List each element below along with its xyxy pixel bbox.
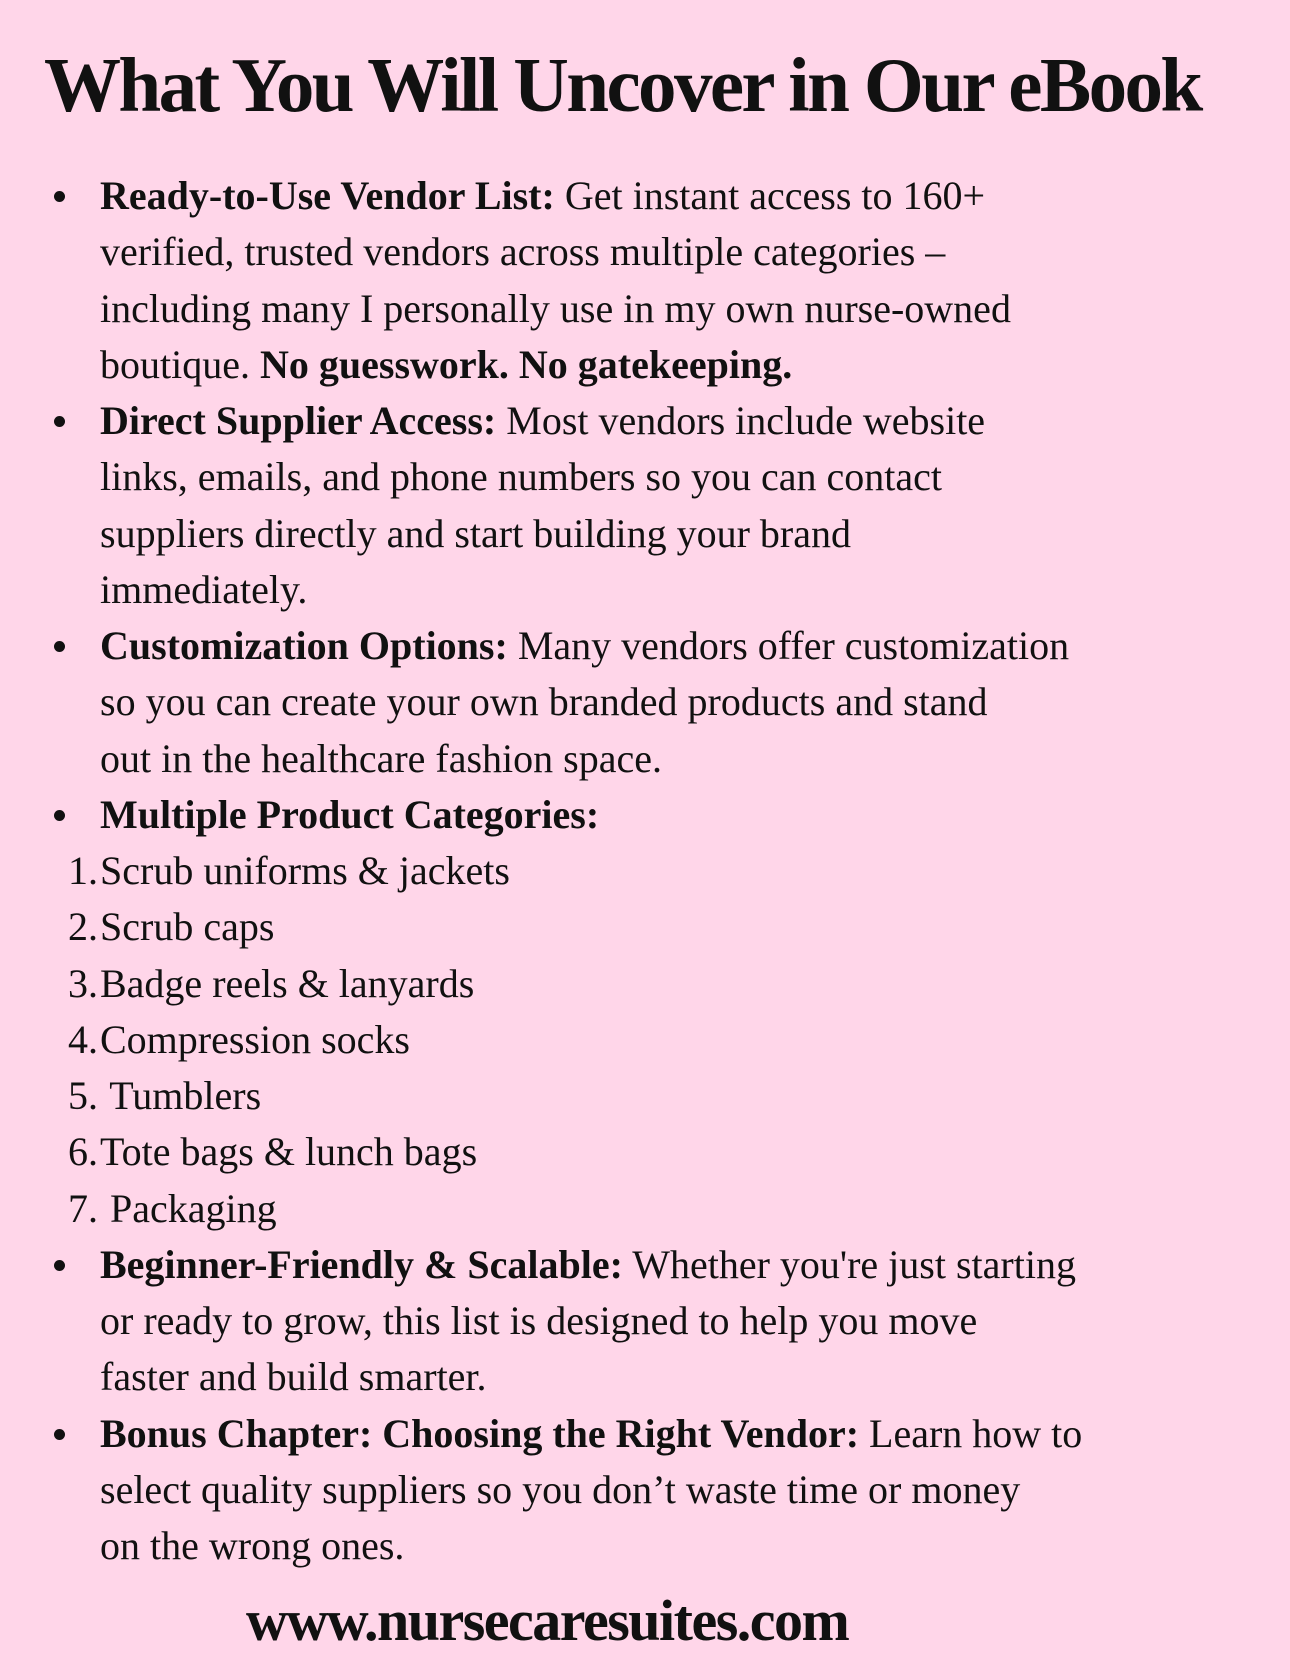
text-line (0, 224, 1290, 280)
body-text: or ready to grow, this list is designed to help you move (100, 1298, 978, 1343)
text-line (0, 1518, 1290, 1574)
item-number: 1. (68, 848, 98, 893)
line-text (100, 899, 274, 955)
line-text (100, 1237, 1076, 1293)
line-text (100, 1068, 261, 1124)
bold-text: Ready-to-Use Vendor List: (100, 173, 555, 218)
line-text (100, 393, 985, 449)
numbered-item (0, 1124, 1290, 1180)
body-text: Packaging (100, 1185, 277, 1231)
body-text: Scrub uniforms & jackets (100, 848, 510, 893)
numbered-item (0, 899, 1290, 955)
body-text: Tumblers (100, 1073, 262, 1118)
line-text (100, 224, 945, 280)
bullet-icon (54, 1429, 65, 1440)
line-text (100, 449, 942, 505)
bold-text: Direct Supplier Access: (100, 398, 497, 443)
body-text: boutique. (100, 341, 260, 387)
body-text: faster and build smarter. (100, 1354, 487, 1400)
bullet-item (0, 787, 1290, 843)
text-line (0, 562, 1290, 618)
line-text (100, 674, 988, 730)
text-line (0, 1462, 1290, 1518)
line-text (100, 843, 510, 899)
line-text (100, 1406, 1082, 1462)
numbered-item (0, 843, 1290, 899)
line-text (100, 731, 662, 787)
body-text: Learn how to (859, 1410, 1083, 1456)
bullet-item (0, 1237, 1290, 1293)
item-number: 4. (68, 1016, 98, 1062)
body-text: Badge reels & lanyards (100, 960, 475, 1006)
numbered-item (0, 956, 1290, 1012)
numbered-item (0, 1068, 1290, 1124)
body-text: links, emails, and phone numbers so you can contact (100, 454, 943, 500)
body-text: Whether you're just starting (622, 1241, 1076, 1287)
bullet-icon (54, 416, 65, 427)
feature-list (0, 168, 1290, 1574)
bullet-icon (54, 641, 65, 652)
line-text (100, 168, 985, 224)
line-text (100, 506, 851, 562)
body-text: Many vendors offer customization (507, 623, 1070, 668)
body-text: including many I personally use in my own nurse-owned (100, 285, 1011, 331)
body-text: out in the healthcare fashion space. (100, 735, 662, 781)
body-text: suppliers directly and start building your brand (100, 510, 851, 556)
line-text (100, 1349, 487, 1405)
line-text (100, 1012, 410, 1068)
bullet-item (0, 1406, 1290, 1462)
bold-text: Multiple Product Categories: (100, 791, 600, 837)
text-line (0, 449, 1290, 505)
item-number: 5. (68, 1073, 98, 1118)
bold-text: Beginner-Friendly & Scalable: (100, 1241, 623, 1287)
bullet-item (0, 393, 1290, 449)
line-text (100, 1181, 277, 1237)
website-link[interactable]: www.nursecaresuites.com (246, 1588, 849, 1653)
body-text: verified, trusted vendors across multiple categories – (100, 229, 946, 275)
text-line (0, 281, 1290, 337)
numbered-item (0, 1181, 1290, 1237)
body-text: Scrub caps (100, 904, 275, 950)
item-number: 7. (68, 1185, 98, 1231)
text-line (0, 674, 1290, 730)
body-text: immediately. (100, 566, 308, 612)
bullet-icon (54, 1260, 65, 1271)
body-text: select quality suppliers so you don’t waste time or money (100, 1466, 1021, 1512)
line-text (100, 337, 792, 393)
line-text (100, 956, 474, 1012)
bullet-icon (54, 810, 65, 821)
body-text: so you can create your own branded products and stand (100, 679, 988, 725)
text-line (0, 337, 1290, 393)
body-text: on the wrong ones. (100, 1523, 405, 1568)
text-line (0, 506, 1290, 562)
bullet-icon (54, 191, 65, 202)
line-text (100, 562, 307, 618)
line-text (100, 787, 599, 843)
text-line (0, 1293, 1290, 1349)
item-number: 6. (68, 1129, 98, 1175)
line-text (100, 618, 1069, 674)
page-title: What You Will Uncover in Our eBook (44, 42, 1201, 128)
item-number: 3. (68, 960, 98, 1006)
body-text: Get instant access to 160+ (554, 173, 986, 218)
body-text: Most vendors include website (496, 398, 986, 443)
text-line (0, 1349, 1290, 1405)
text-line (0, 731, 1290, 787)
bullet-item (0, 168, 1290, 224)
bold-text: Customization Options: (100, 623, 508, 668)
body-text: Tote bags & lunch bags (100, 1129, 478, 1175)
line-text (100, 281, 1011, 337)
item-number: 2. (68, 904, 98, 950)
line-text (100, 1293, 977, 1349)
numbered-item (0, 1012, 1290, 1068)
bold-text: No guesswork. No gatekeeping. (259, 341, 793, 387)
line-text (100, 1124, 477, 1180)
line-text (100, 1518, 404, 1574)
bold-text: Bonus Chapter: Choosing the Right Vendor: (100, 1410, 860, 1456)
body-text: Compression socks (100, 1016, 410, 1062)
line-text (100, 1462, 1020, 1518)
bullet-item (0, 618, 1290, 674)
